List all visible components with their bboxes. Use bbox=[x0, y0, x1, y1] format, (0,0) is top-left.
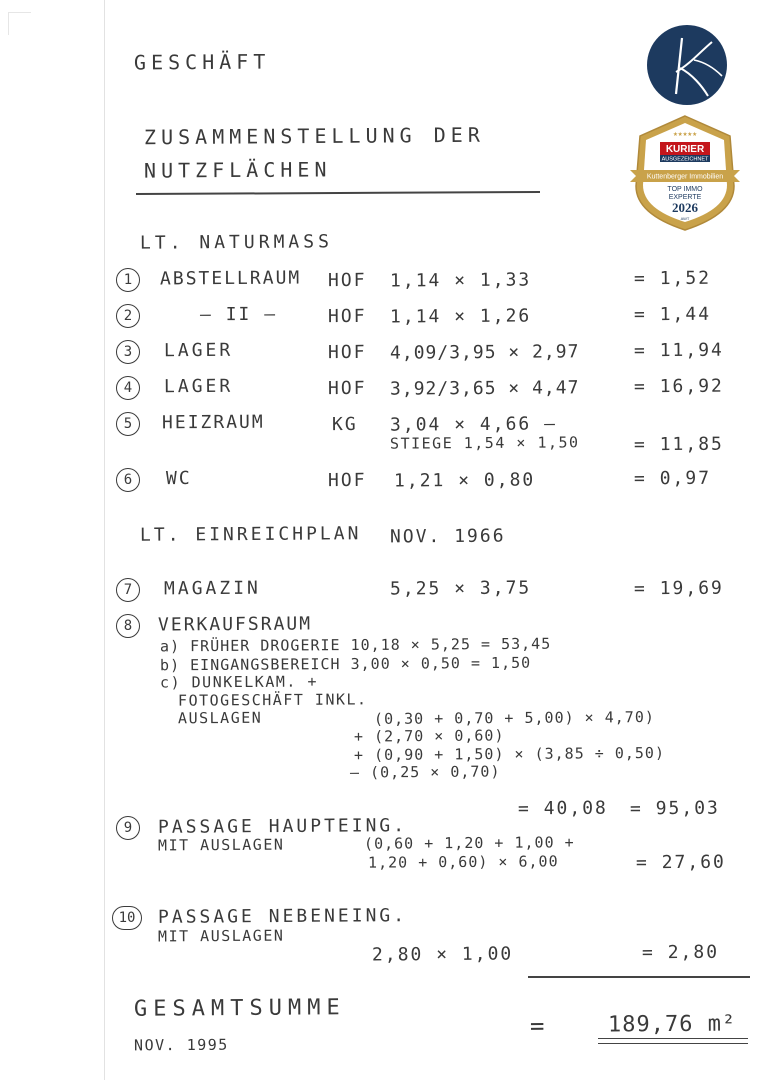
badge-brand: KURIER bbox=[665, 144, 705, 155]
item8-formula-4: — (0,25 × 0,70) bbox=[349, 762, 501, 782]
title-line2: NUTZFLÄCHEN bbox=[143, 157, 332, 183]
item-result: = 11,85 bbox=[633, 433, 724, 456]
margin-line bbox=[104, 0, 105, 1080]
title-line1: ZUSAMMENSTELLUNG DER bbox=[143, 122, 485, 150]
item-calc: 1,21 × 0,80 bbox=[393, 469, 536, 492]
item-number: 1 bbox=[116, 268, 140, 292]
corner-mark bbox=[8, 12, 31, 35]
item-calc: 4,09/3,95 × 2,97 bbox=[389, 341, 580, 364]
item-result: = 95,03 bbox=[629, 797, 720, 820]
item8-line-c2: FOTOGESCHÄFT INKL. bbox=[177, 690, 368, 710]
item-result: = 2,80 bbox=[641, 941, 720, 964]
badge-line2: EXPERTE bbox=[668, 194, 702, 201]
item-name: PASSAGE NEBENEING. bbox=[157, 905, 408, 928]
item-calc: 5,25 × 3,75 bbox=[389, 577, 532, 600]
item-result: = 19,69 bbox=[633, 577, 724, 600]
item-location: HOF bbox=[327, 341, 367, 364]
item-calc: 1,14 × 1,26 bbox=[389, 305, 532, 328]
item9-calc-2: 1,20 + 0,60) × 6,00 bbox=[367, 852, 559, 872]
item-sub: MIT AUSLAGEN bbox=[157, 835, 285, 855]
item-number: 4 bbox=[116, 376, 140, 400]
item8-line-c3: AUSLAGEN bbox=[177, 708, 263, 728]
total-value: 189,76 m² bbox=[607, 1011, 737, 1038]
item-calc: 3,04 × 4,66 — bbox=[389, 413, 557, 436]
badge-tag: AUSGEZEICHNET bbox=[661, 156, 709, 163]
badge-year: 2026 bbox=[672, 200, 698, 215]
item-result: = 1,52 bbox=[633, 267, 712, 290]
header-label: GESCHÄFT bbox=[133, 49, 271, 75]
award-badge bbox=[630, 114, 740, 232]
item-sub: MIT AUSLAGEN bbox=[157, 926, 285, 946]
item-name: LAGER bbox=[163, 375, 234, 398]
section1-heading: LT. NATURMASS bbox=[139, 231, 333, 254]
item-name: LAGER bbox=[163, 339, 234, 362]
item-result: = 1,44 bbox=[633, 303, 712, 326]
item-name: — II — bbox=[199, 303, 278, 326]
item8-subtotal: = 40,08 bbox=[517, 797, 608, 820]
item-location: HOF bbox=[327, 305, 367, 328]
kuttenberger-logo bbox=[646, 24, 728, 106]
item8-line-b: b) EINGANGSBEREICH 3,00 × 0,50 = 1,50 bbox=[159, 653, 532, 675]
item-number: 7 bbox=[116, 578, 140, 602]
item-location: HOF bbox=[327, 469, 367, 492]
sum-line bbox=[528, 976, 750, 978]
item-number: 5 bbox=[116, 412, 140, 436]
badge-line1: TOP IMMO bbox=[667, 186, 703, 193]
item-name: MAGAZIN bbox=[163, 577, 261, 600]
total-equals: = bbox=[529, 1011, 547, 1041]
section2-heading: LT. EINREICHPLAN bbox=[139, 523, 362, 546]
badge-company: Kuttenberger Immobilien bbox=[646, 173, 724, 181]
item-number: 6 bbox=[116, 468, 140, 492]
total-label: GESAMTSUMME bbox=[133, 995, 346, 1022]
item-name: PASSAGE HAUPTEING. bbox=[157, 815, 408, 838]
item8-formula-2: + (2,70 × 0,60) bbox=[353, 726, 505, 746]
section2-date: NOV. 1966 bbox=[389, 525, 506, 548]
item-number: 10 bbox=[112, 906, 142, 930]
item-result: = 16,92 bbox=[633, 375, 724, 398]
item-result: = 0,97 bbox=[633, 467, 712, 490]
item8-formula-1: (0,30 + 0,70 + 5,00) × 4,70) bbox=[373, 708, 655, 728]
item-calc: 2,80 × 1,00 bbox=[371, 943, 514, 966]
item8-formula-3: + (0,90 + 1,50) × (3,85 ÷ 0,50) bbox=[353, 743, 666, 765]
title-underline bbox=[136, 191, 540, 195]
item-result: = 27,60 bbox=[635, 851, 726, 874]
item8-line-a: a) FRÜHER DROGERIE 10,18 × 5,25 = 53,45 bbox=[159, 634, 552, 656]
item-calc: 1,14 × 1,33 bbox=[389, 269, 532, 292]
badge-stars: ★★★★★ bbox=[672, 129, 698, 138]
item-calc: 3,92/3,65 × 4,47 bbox=[389, 377, 580, 400]
badge-small: AWT bbox=[680, 216, 690, 221]
footer-date: NOV. 1995 bbox=[133, 1035, 229, 1055]
item-name: WC bbox=[165, 467, 192, 490]
item-result: = 11,94 bbox=[633, 339, 724, 362]
item9-calc-1: (0,60 + 1,20 + 1,00 + bbox=[363, 833, 575, 853]
item-location: HOF bbox=[327, 269, 367, 292]
item-calc-line2: STIEGE 1,54 × 1,50 bbox=[389, 433, 580, 453]
item-location: KG bbox=[331, 413, 358, 436]
item8-line-c1: c) DUNKELKAM. + bbox=[159, 672, 319, 692]
item-number: 9 bbox=[116, 816, 140, 840]
item-number: 2 bbox=[116, 304, 140, 328]
item-name: VERKAUFSRAUM bbox=[157, 613, 313, 636]
total-underline-1 bbox=[598, 1038, 748, 1039]
item-number: 3 bbox=[116, 340, 140, 364]
item-number: 8 bbox=[116, 614, 140, 638]
item-name: HEIZRAUM bbox=[161, 411, 265, 434]
total-underline-2 bbox=[598, 1043, 748, 1044]
item-location: HOF bbox=[327, 377, 367, 400]
item-name: ABSTELLRAUM bbox=[159, 267, 302, 290]
